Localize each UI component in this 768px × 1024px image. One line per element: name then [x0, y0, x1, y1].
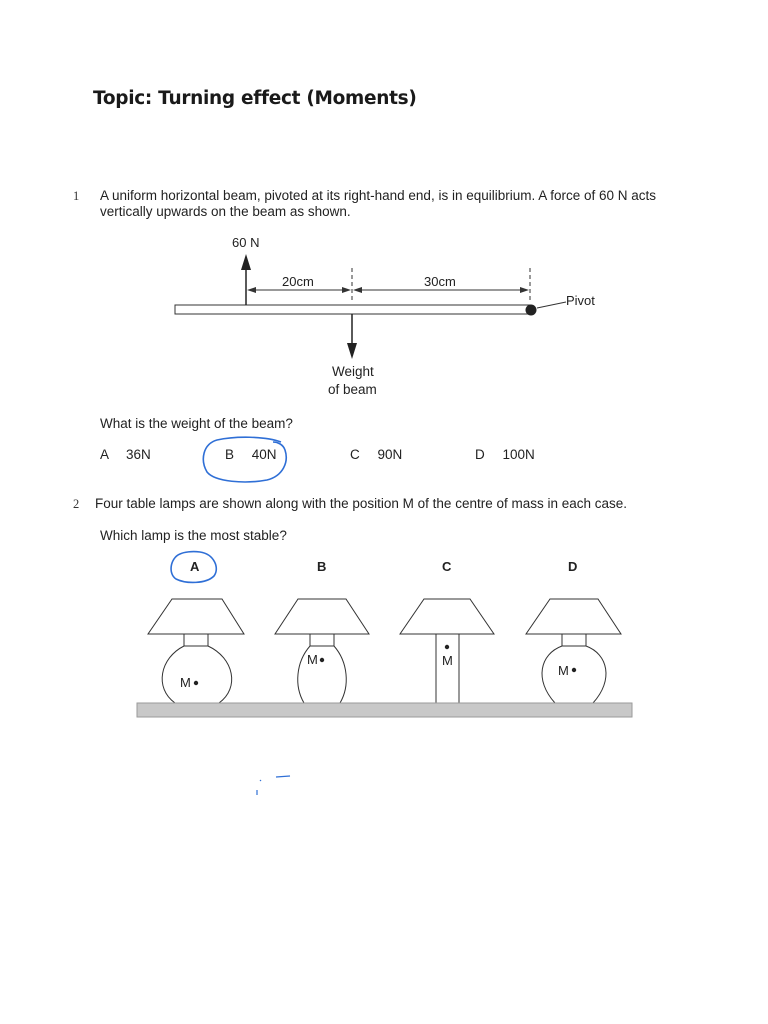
distance-left-label: 20cm: [282, 274, 314, 289]
question-2-text: Four table lamps are shown along with the position M of the centre of mass in each case.: [95, 496, 628, 511]
option-value: 40N: [251, 447, 277, 462]
ground: [137, 703, 632, 717]
pivot-label: Pivot: [566, 293, 595, 308]
lamp-b-mass-label: M: [307, 652, 318, 667]
lamp-b-mass-dot: [320, 658, 324, 662]
lamps-diagram: [0, 540, 768, 730]
question-1-prompt: What is the weight of the beam?: [100, 416, 293, 431]
option-value: 100N: [502, 447, 535, 462]
lamp-b: [275, 599, 369, 703]
option-1a[interactable]: [100, 447, 151, 462]
force-arrow-head: [241, 254, 251, 270]
lamp-c: [400, 599, 494, 703]
option-1c[interactable]: [350, 447, 402, 462]
option-value: 36N: [126, 447, 151, 462]
option-letter: A: [100, 447, 109, 462]
option-1d[interactable]: [475, 447, 535, 462]
weight-arrow-head: [347, 343, 357, 359]
lamp-b-label: B: [317, 559, 327, 574]
weight-label-line2: of beam: [328, 382, 377, 397]
lamp-c-mass-dot: [445, 645, 449, 649]
lamp-c-mass-label: M: [442, 653, 453, 668]
beam: [175, 305, 531, 314]
question-1-text-line2: vertically upwards on the beam as shown.: [100, 204, 351, 219]
force-label: 60 N: [232, 235, 260, 250]
pivot-point: [526, 305, 537, 316]
question-2-number: 2: [73, 497, 80, 511]
lamp-d-mass-label: M: [558, 663, 569, 678]
pivot-leader-line: [537, 302, 566, 308]
page-title: Topic: Turning effect (Moments): [93, 88, 417, 109]
lamp-a-mass-dot: [194, 681, 198, 685]
lamp-a-label: A: [190, 559, 200, 574]
question-1-number: 1: [73, 189, 80, 203]
stray-pen-marks: [250, 770, 300, 800]
option-value: 90N: [377, 447, 403, 462]
beam-diagram: [0, 0, 768, 420]
lamp-d-mass-dot: [572, 668, 576, 672]
question-1-text-line1: A uniform horizontal beam, pivoted at its right-hand end, is in equilibrium. A force of 60 N acts: [100, 188, 657, 203]
lamp-d-label: D: [568, 559, 578, 574]
answer-circle-b: [195, 430, 295, 490]
lamp-d: [526, 599, 621, 703]
lamp-c-label: C: [442, 559, 452, 574]
lamp-a-mass-label: M: [180, 675, 191, 690]
distance-right-label: 30cm: [424, 274, 456, 289]
option-letter: C: [350, 447, 360, 462]
weight-label-line1: Weight: [332, 364, 374, 379]
question-2-prompt: Which lamp is the most stable?: [100, 528, 287, 543]
option-letter: B: [225, 447, 235, 462]
lamp-a: [148, 599, 244, 703]
option-letter: D: [475, 447, 485, 462]
